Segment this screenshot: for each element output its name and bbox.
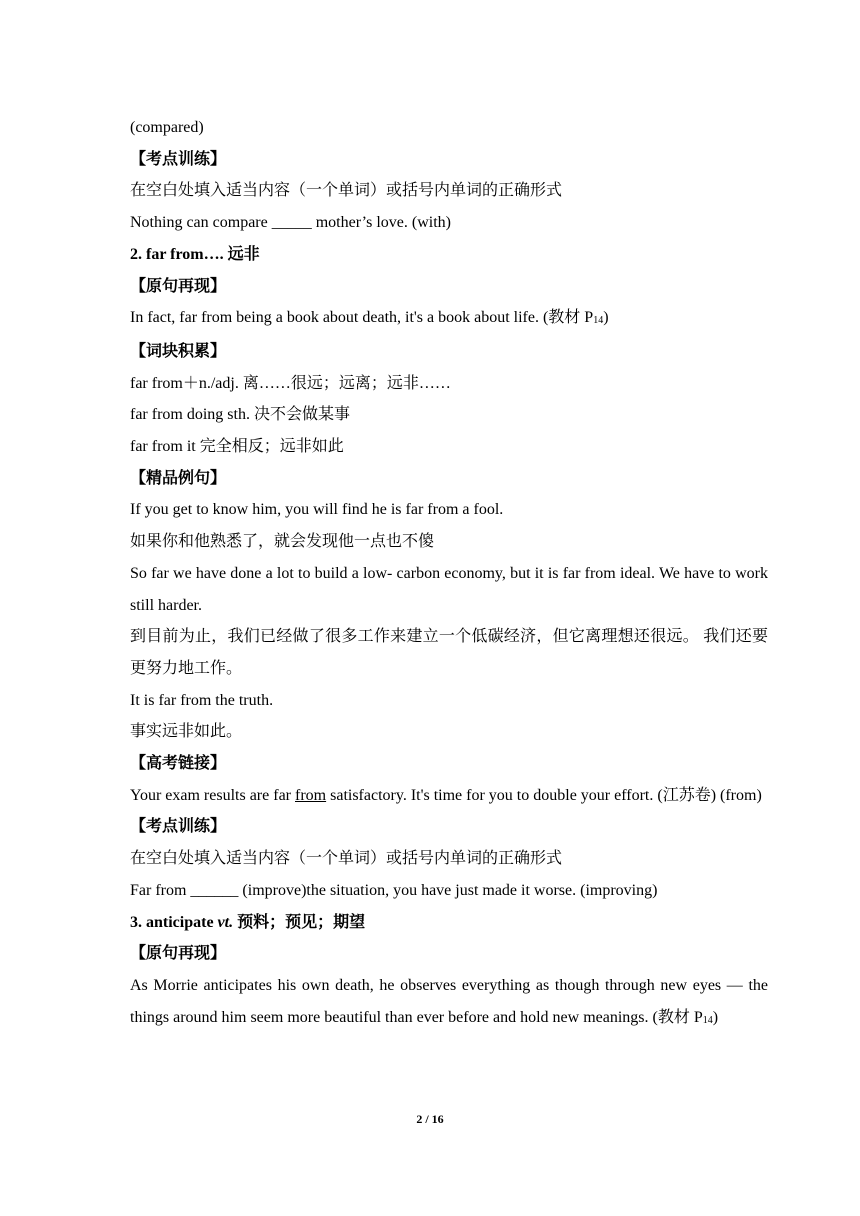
text-paragraph — [130, 780, 768, 812]
text-line — [130, 302, 768, 336]
text-span: 预料；预见；期望 — [233, 913, 366, 931]
text-span: vt. — [217, 913, 234, 931]
text-span: satisfactory. It's time for you to double your effort. (江苏卷) (from) — [326, 786, 762, 804]
text-line: far from＋n./adj. 离……很远；远离；远非…… — [130, 374, 451, 392]
section-heading: 【原句再现】 — [130, 945, 227, 963]
text-paragraph: 到目前为止，我们已经做了很多工作来建立一个低碳经济，但它离理想还很远。 我们还要更努力地工作。 — [130, 628, 768, 677]
text-span: ) — [712, 1008, 719, 1026]
text-span: In fact, far from being a book about death, it's a book about life. (教材 P — [130, 309, 594, 327]
text-paragraph: So far we have done a lot to build a low- carbon economy, but it is far from ideal. We have to work still harder. — [130, 564, 768, 614]
underlined-answer: from — [295, 786, 327, 804]
section-heading: 【考点训练】 — [130, 150, 227, 168]
section-heading: 【精品例句】 — [130, 469, 227, 487]
item-heading: 2. far from…. 远非 — [130, 245, 260, 263]
page-content — [130, 112, 768, 1035]
text-span: ) — [603, 309, 609, 327]
text-line: far from doing sth. 决不会做某事 — [130, 406, 350, 424]
text-paragraph — [130, 970, 768, 1035]
page-number: 2 / 16 — [416, 1112, 444, 1126]
text-line: 事实远非如此。 — [130, 723, 243, 741]
text-line: It is far from the truth. — [130, 691, 274, 709]
text-line: far from it 完全相反；远非如此 — [130, 438, 344, 456]
section-heading: 【考点训练】 — [130, 818, 227, 836]
text-line: 在空白处填入适当内容（一个单词）或括号内单词的正确形式 — [130, 182, 563, 200]
item-heading — [130, 907, 768, 939]
text-line: Nothing can compare _____ mother’s love. (with) — [130, 214, 451, 232]
section-heading: 【原句再现】 — [130, 277, 227, 295]
subscript: 14 — [593, 315, 604, 327]
section-heading: 【词块积累】 — [130, 342, 227, 360]
section-heading: 【高考链接】 — [130, 755, 227, 773]
text-line: If you get to know him, you will find he is far from a fool. — [130, 501, 504, 519]
text-span: As Morrie anticipates his own death, he observes everything as though through new eyes — the things around him seem more beautiful than ever before and hold new meanings. (教材 P — [130, 976, 768, 1026]
text-line: 如果你和他熟悉了，就会发现他一点也不傻 — [130, 533, 435, 551]
text-line: (compared) — [130, 119, 204, 136]
text-span: Your exam results are far — [130, 786, 295, 804]
subscript: 14 — [702, 1014, 713, 1026]
text-line: Far from ______ (improve)the situation, you have just made it worse. (improving) — [130, 881, 658, 899]
text-line: 在空白处填入适当内容（一个单词）或括号内单词的正确形式 — [130, 850, 563, 868]
text-span: 3. anticipate — [130, 913, 218, 931]
